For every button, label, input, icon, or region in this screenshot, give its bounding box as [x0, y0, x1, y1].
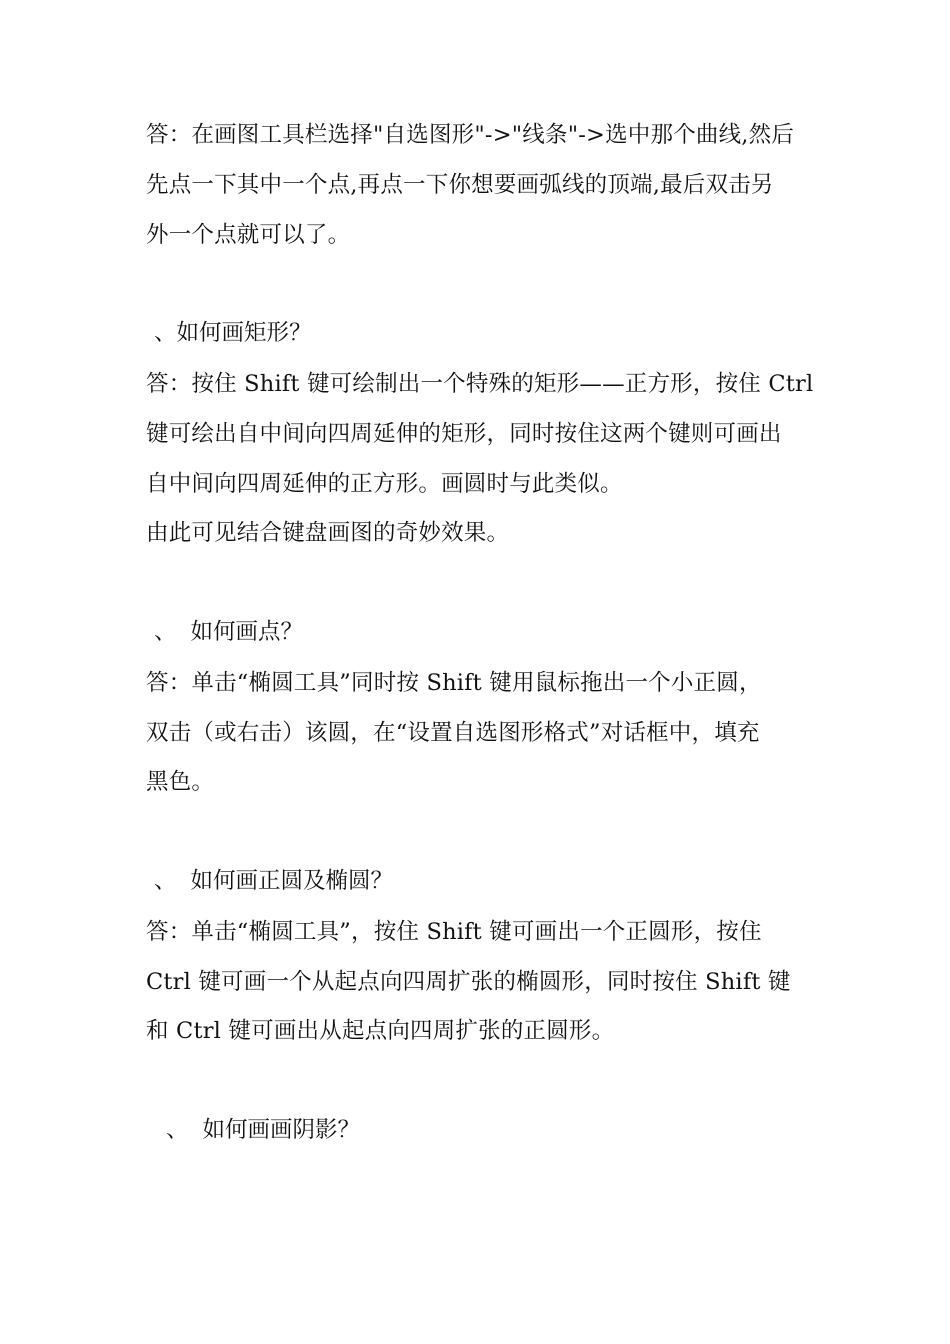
paragraph-line: Ctrl 键可画一个从起点向四周扩张的椭圆形，同时按住 Shift 键 — [146, 969, 791, 995]
heading-title: 如何画矩形？ — [176, 320, 312, 346]
heading-mark: 、 — [154, 320, 177, 346]
paragraph-line: 答：单击“椭圆工具”同时按 Shift 键用鼠标拖出一个小正圆， — [146, 670, 762, 696]
heading-mark: 、 — [166, 1117, 189, 1143]
paragraph-line: 黑色。 — [146, 769, 215, 795]
paragraph-line: 先点一下其中一个点,再点一下你想要画弧线的顶端,最后双击另 — [146, 172, 774, 198]
paragraph-line: 键可绘出自中间向四周延伸的矩形，同时按住这两个键则可画出 — [146, 421, 782, 447]
section-heading-rectangle — [154, 318, 312, 348]
section-heading-point — [154, 617, 303, 647]
heading-mark: 、 — [154, 619, 177, 645]
section-heading-circle — [154, 866, 393, 896]
paragraph-line: 外一个点就可以了。 — [146, 222, 351, 248]
paragraph-line: 由此可见结合键盘画图的奇妙效果。 — [146, 520, 510, 546]
section-heading-shadow — [166, 1115, 360, 1145]
paragraph-line: 双击（或右击）该圆，在“设置自选图形格式”对话框中，填充 — [146, 720, 760, 746]
paragraph-line: 答：在画图工具栏选择"自选图形"->"线条"->选中那个曲线,然后 — [146, 122, 795, 148]
paragraph-line: 自中间向四周延伸的正方形。画圆时与此类似。 — [146, 471, 623, 497]
heading-mark: 、 — [154, 868, 177, 894]
heading-title: 如何画画阴影？ — [202, 1117, 361, 1143]
paragraph-line: 和 Ctrl 键可画出从起点向四周扩张的正圆形。 — [146, 1018, 615, 1044]
heading-title: 如何画点？ — [190, 619, 304, 645]
paragraph-line: 答：按住 Shift 键可绘制出一个特殊的矩形——正方形，按住 Ctrl — [146, 371, 814, 397]
paragraph-line: 答：单击“椭圆工具”，按住 Shift 键可画出一个正圆形，按住 — [146, 919, 762, 945]
heading-title: 如何画正圆及椭圆？ — [190, 868, 394, 894]
